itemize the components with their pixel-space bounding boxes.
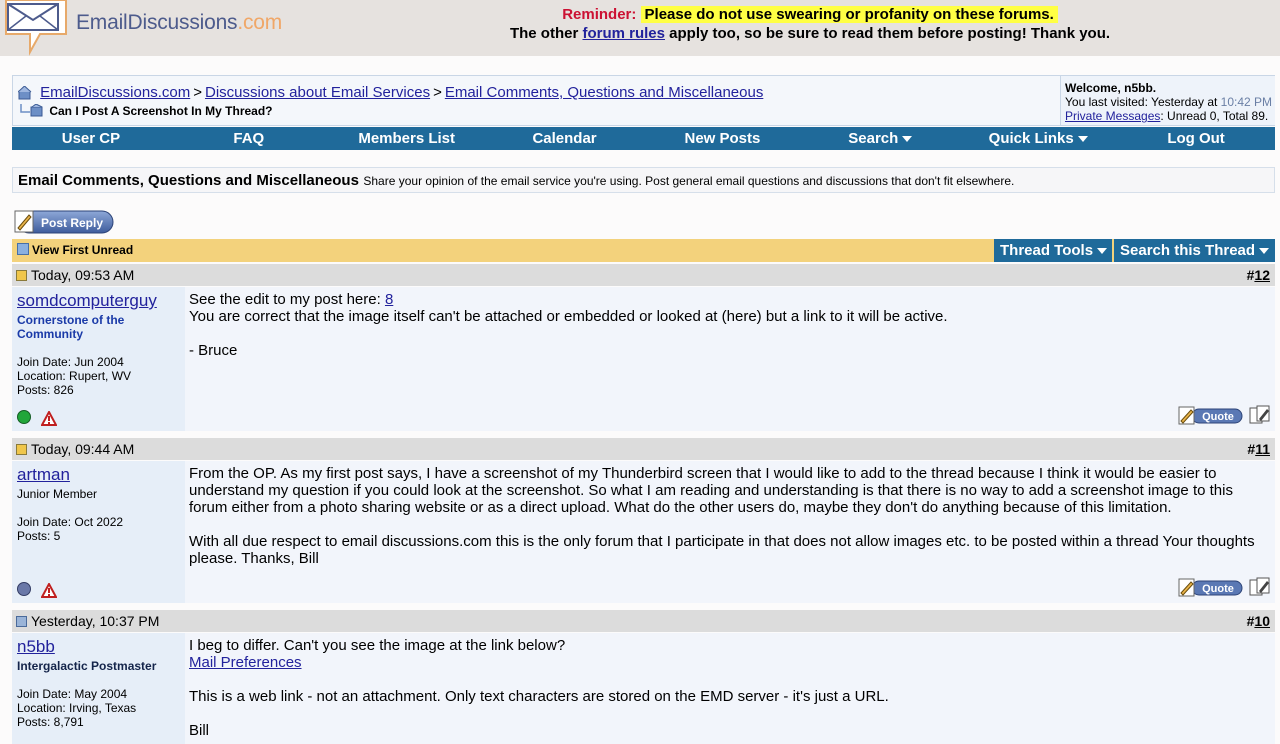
- breadcrumb-separator: >: [433, 84, 442, 101]
- offline-status-icon: [17, 582, 31, 596]
- user-location: Location: Rupert, WV: [17, 369, 132, 383]
- quote-label: Quote: [1202, 583, 1234, 595]
- post-permalink[interactable]: 11: [1255, 441, 1270, 457]
- post-status-icons: [17, 410, 57, 429]
- logo-name: EmailDiscussions: [76, 11, 238, 34]
- post-status-icons: [17, 582, 57, 601]
- join-date: Join Date: May 2004: [17, 687, 128, 701]
- username-link[interactable]: artman: [17, 465, 70, 484]
- post-reply-button[interactable]: [14, 210, 114, 235]
- pm-counts: : Unread 0, Total 89.: [1160, 109, 1269, 123]
- menu-calendar[interactable]: [486, 127, 644, 150]
- multi-quote-icon[interactable]: [1249, 405, 1271, 425]
- mail-preferences-link[interactable]: Mail Preferences: [189, 654, 302, 671]
- view-first-unread-label: View First Unread: [32, 243, 134, 257]
- menu-label: Quick Links: [988, 130, 1074, 147]
- menu-label: Members List: [358, 130, 456, 147]
- message-text: From the OP. As my first post says, I have a screenshot of my Thunderbird screen that I would like to add to the thread because I think it would be easier to understand my question if you could look at the screenshot. So what I am reading and understanding is that there is no way to add a screenshot image to this forum either from a photo sharing website or as a direct upload. What do the other users do, maybe they don't do anything because of this limitation.: [189, 465, 1233, 516]
- post-header: [12, 610, 1275, 632]
- breadcrumb-home[interactable]: EmailDiscussions.com: [40, 84, 191, 101]
- join-date: Join Date: Jun 2004: [17, 355, 124, 369]
- post-number: [1247, 438, 1270, 460]
- last-visit-label: You last visited: Yesterday at: [1065, 95, 1218, 109]
- first-unread-icon: [17, 243, 29, 255]
- site-header: [0, 0, 1280, 56]
- breadcrumb-separator: >: [193, 84, 202, 101]
- menu-label: Log Out: [1167, 130, 1225, 147]
- message-text: See the edit to my post here:: [189, 291, 381, 308]
- thread-tools-menu[interactable]: [994, 239, 1112, 262]
- menu-label: Calendar: [532, 130, 597, 147]
- user-title: Cornerstone of the Community: [17, 313, 125, 341]
- thread-title: [18, 104, 273, 118]
- post-message: [185, 287, 1275, 431]
- menu-label: Search: [848, 130, 899, 147]
- post-number-hash: #: [1246, 613, 1255, 629]
- post-message: [185, 633, 1275, 744]
- breadcrumb: [18, 84, 763, 101]
- rules-suffix: apply too, so be sure to read them before posting! Thank you.: [669, 25, 1111, 42]
- menu-user-cp[interactable]: [12, 127, 170, 150]
- private-messages-link[interactable]: Private Messages: [1065, 109, 1161, 123]
- dropdown-arrow-icon: [1097, 248, 1107, 254]
- forum-description: Share your opinion of the email service you're using. Post general email questions and discussions that don't fit elsewhere.: [363, 174, 1015, 188]
- welcome-panel: [1060, 76, 1275, 125]
- message-signature: - Bruce: [189, 342, 238, 359]
- thread-tools-label: Thread Tools: [1000, 242, 1094, 259]
- navbits-branch-icon: [18, 104, 46, 117]
- rules-prefix: The other: [509, 25, 579, 42]
- menu-log-out[interactable]: [1117, 127, 1275, 150]
- menu-label: User CP: [61, 130, 121, 147]
- message-text: With all due respect to email discussions.com this is the only forum that I participate in that does not allow images etc. to be posted within a thread Your thoughts please. Thanks, Bill: [189, 533, 1255, 567]
- message-text: I beg to differ. Can't you see the image at the link below?: [189, 637, 566, 654]
- menu-faq[interactable]: [170, 127, 328, 150]
- post-reply-label: Post Reply: [41, 216, 104, 230]
- forum-description-bar: [12, 167, 1275, 193]
- quote-button[interactable]: [1178, 406, 1243, 425]
- post-number-hash: #: [1247, 441, 1256, 457]
- post-header: [12, 438, 1275, 460]
- welcome-greeting: Welcome, n5bb.: [1065, 81, 1157, 95]
- menu-members-list[interactable]: [328, 127, 486, 150]
- post-new-icon: [16, 444, 27, 455]
- dropdown-arrow-icon: [1078, 136, 1088, 142]
- post-date: Yesterday, 10:37 PM: [31, 613, 160, 629]
- username-link[interactable]: n5bb: [17, 637, 55, 656]
- message-signature: Bill: [189, 722, 210, 739]
- post-old-icon: [16, 616, 27, 627]
- user-title: Junior Member: [17, 487, 98, 501]
- main-menu: [12, 127, 1275, 150]
- view-first-unread[interactable]: [17, 243, 133, 257]
- thread-title-text: Can I Post A Screenshot In My Thread?: [49, 104, 273, 118]
- post-message: [185, 461, 1275, 603]
- post-number: [1247, 264, 1270, 286]
- join-date: Join Date: Oct 2022: [17, 515, 124, 529]
- forum-rules-link[interactable]: forum rules: [582, 25, 665, 42]
- menu-label: New Posts: [684, 130, 761, 147]
- message-text: You are correct that the image itself can't be attached or embedded or looked at (here) but a link to it will be active.: [189, 308, 948, 325]
- user-location: Location: Irving, Texas: [17, 701, 137, 715]
- user-info: [12, 633, 185, 744]
- reminder-notice: [0, 6, 1280, 42]
- last-visit: [1065, 95, 1275, 109]
- menu-quick-links[interactable]: [959, 127, 1117, 150]
- post-number-hash: #: [1246, 267, 1255, 283]
- menu-new-posts[interactable]: [644, 127, 802, 150]
- private-messages: [1065, 109, 1275, 123]
- search-thread-label: Search this Thread: [1120, 242, 1256, 259]
- reminder-label: Reminder:: [562, 6, 637, 23]
- post-date: Today, 09:53 AM: [31, 267, 135, 283]
- menu-label: FAQ: [233, 130, 265, 147]
- user-title: Intergalactic Postmaster: [17, 659, 157, 673]
- post-number: [1247, 610, 1270, 632]
- post-link[interactable]: 8: [384, 291, 394, 308]
- username-link[interactable]: somdcomputerguy: [17, 291, 157, 310]
- post-date: Today, 09:44 AM: [31, 441, 135, 457]
- reminder-highlight: Please do not use swearing or profanity on these forums.: [641, 6, 1058, 23]
- online-status-icon: [17, 410, 31, 424]
- last-visit-time: 10:42 PM: [1220, 95, 1273, 109]
- post-permalink[interactable]: 12: [1254, 267, 1270, 283]
- logo-suffix: .com: [237, 11, 283, 34]
- menu-search[interactable]: [801, 127, 959, 150]
- post-permalink[interactable]: 10: [1254, 613, 1270, 629]
- thread-toolbar: [12, 239, 1275, 262]
- navbar: [12, 75, 1275, 126]
- post-header: [12, 264, 1275, 286]
- navbits-home-icon: [18, 86, 33, 100]
- report-post-icon[interactable]: [41, 411, 57, 426]
- multi-quote-icon[interactable]: [1249, 577, 1271, 597]
- user-post-count: Posts: 5: [17, 529, 61, 543]
- forum-name: Email Comments, Questions and Miscellaneous: [18, 172, 359, 189]
- dropdown-arrow-icon: [1259, 248, 1269, 254]
- quote-button[interactable]: [1178, 578, 1243, 597]
- message-text: This is a web link - not an attachment. Only text characters are stored on the EMD server - it's just a URL.: [189, 688, 889, 705]
- breadcrumb-forum[interactable]: Email Comments, Questions and Miscellaneous: [444, 84, 764, 101]
- user-post-count: Posts: 826: [17, 383, 74, 397]
- post-new-icon: [16, 270, 27, 281]
- search-thread-menu[interactable]: [1114, 239, 1275, 262]
- user-post-count: Posts: 8,791: [17, 715, 84, 729]
- quote-label: Quote: [1202, 411, 1234, 423]
- breadcrumb-category[interactable]: Discussions about Email Services: [204, 84, 431, 101]
- report-post-icon[interactable]: [41, 583, 57, 598]
- dropdown-arrow-icon: [902, 136, 912, 142]
